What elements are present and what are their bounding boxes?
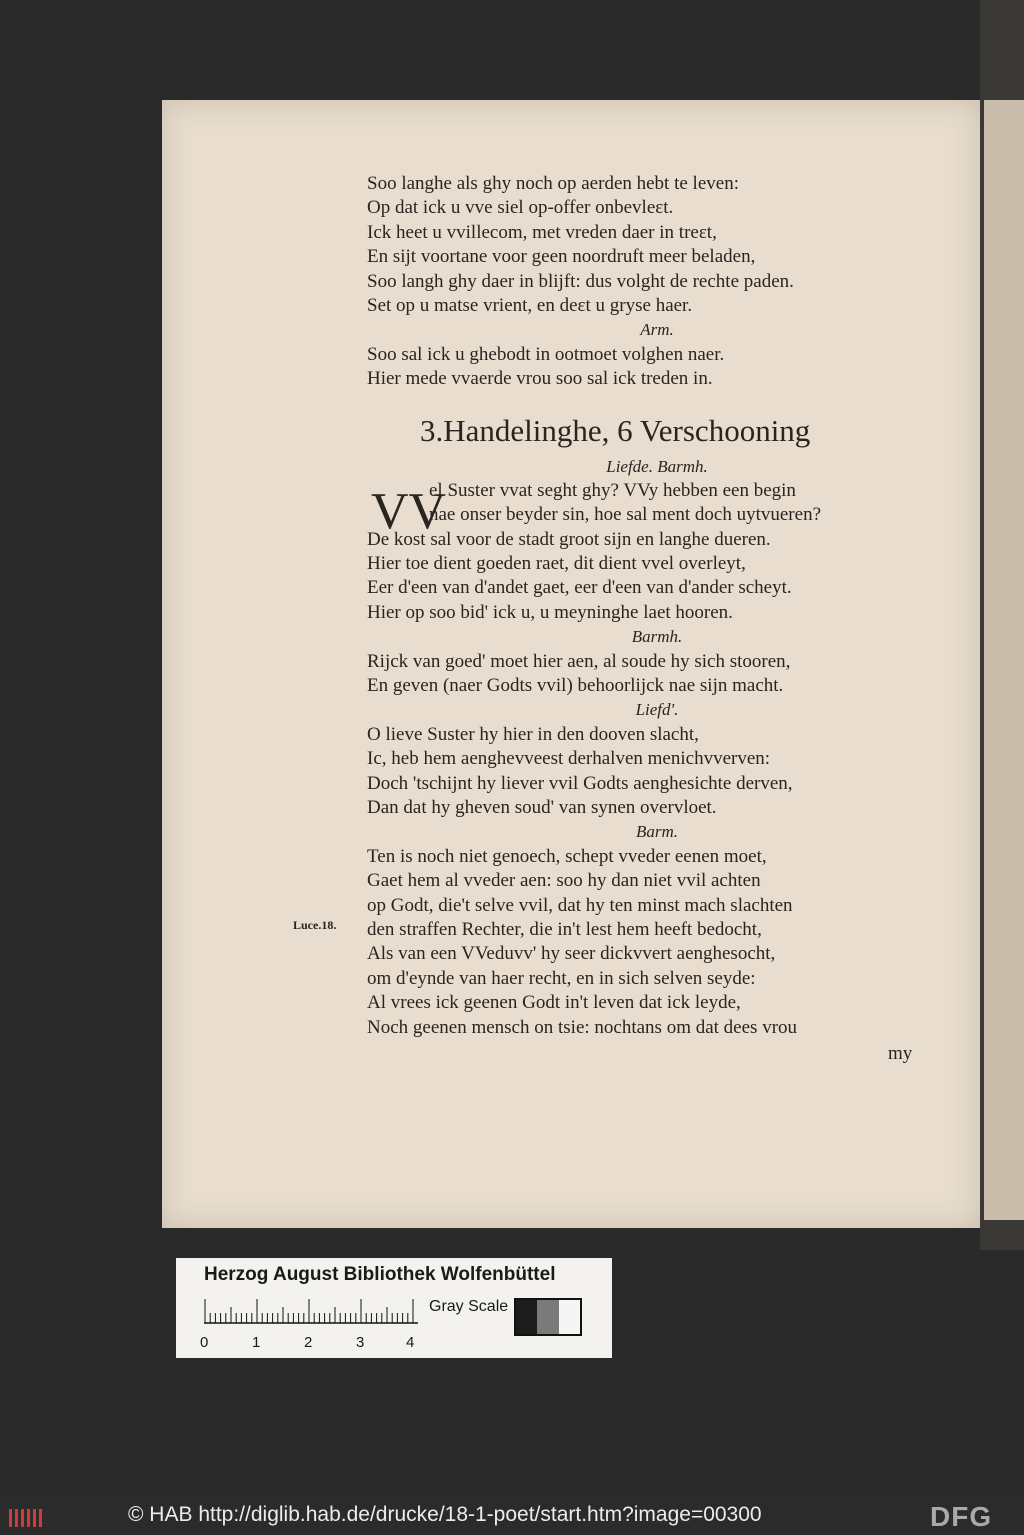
viewer-footer — [0, 1497, 1024, 1535]
hab-logo-icon — [8, 1507, 44, 1529]
speaker-label: Liefd'. — [635, 700, 679, 720]
text-line: nae onser beyder sin, hoe sal ment doch uytvueren? — [429, 504, 822, 526]
ruler-number: 3 — [356, 1334, 365, 1351]
text-line: De kost sal voor de stadt groot sijn en langhe dueren. — [367, 528, 771, 550]
margin-note: Luce.18. — [293, 918, 337, 932]
text-line: Dan dat hy gheven soud' van synen overvloet. — [367, 796, 717, 818]
text-line: Hier toe dient goeden raet, dit dient vvel overleyt, — [367, 553, 746, 575]
text-line: om d'eynde van haer recht, en in sich selven seyde: — [367, 967, 756, 989]
page-text — [367, 172, 947, 1040]
ruler-number: 1 — [252, 1334, 261, 1351]
ruler-number: 4 — [406, 1334, 415, 1351]
text-line: Ic, heb hem aenghevveest derhalven menichvverven: — [367, 748, 771, 770]
ruler-number: 2 — [304, 1334, 313, 1351]
text-line: Noch geenen mensch on tsie: nochtans om dat dees vrou — [367, 1016, 798, 1038]
gray-scale-label: Gray Scale — [429, 1298, 509, 1315]
text-line: Set op u matse vrient, en deɛt u gryse haer. — [367, 294, 693, 316]
text-line: op Godt, die't selve vvil, dat hy ten minst mach slachten — [367, 894, 793, 916]
text-line: el Suster vvat seght ghy? VVy hebben een begin — [429, 479, 796, 501]
speaker-label: Barm. — [635, 822, 679, 842]
copyright-link[interactable]: © HAB http://diglib.hab.de/drucke/18-1-poet/start.htm?image=00300 — [128, 1503, 762, 1526]
text-line: Eer d'een van d'andet gaet, eer d'een van d'ander scheyt. — [367, 577, 792, 599]
text-line: Doch 'tschijnt hy liever vvil Godts aenghesichte derven, — [367, 772, 793, 794]
dfg-logo: DFG — [930, 1501, 993, 1532]
text-line: Hier op soo bid' ick u, u meyninghe laet hooren. — [367, 601, 733, 623]
text-line: En sijt voortane voor geen noordruft meer beladen, — [367, 246, 756, 268]
speaker-label: Arm. — [640, 320, 674, 340]
color-reference-card — [176, 1258, 612, 1358]
speaker-label: Liefde. Barmh. — [606, 456, 708, 476]
drop-initial: VV — [371, 483, 447, 540]
text-line: Al vrees ick geenen Godt in't leven dat ick leyde, — [367, 992, 741, 1014]
speaker-label: Barmh. — [631, 627, 683, 647]
text-line: O lieve Suster hy hier in den dooven slacht, — [367, 723, 699, 745]
facing-page-paper — [984, 100, 1024, 1220]
text-line: Soo langhe als ghy noch op aerden hebt te leven: — [367, 173, 739, 194]
ruler-number: 0 — [200, 1334, 209, 1351]
text-line: Hier mede vvaerde vrou soo sal ick treden in. — [367, 368, 713, 390]
text-line: Op dat ick u vve siel op-offer onbevleɛt. — [367, 197, 674, 219]
gray-scale-swatch — [514, 1298, 582, 1336]
text-line: den straffen Rechter, die in't lest hem heeft bedocht, — [367, 918, 762, 940]
ruler-icon — [204, 1298, 418, 1324]
text-line: Soo langh ghy daer in blijft: dus volght de rechte paden. — [367, 270, 794, 292]
text-line: Gaet hem al vveder aen: soo hy dan niet vvil achten — [367, 870, 761, 892]
section-heading: 3.Handelinghe, 6 Verschooning — [420, 413, 811, 448]
catchword: my — [888, 1043, 913, 1064]
text-line: En geven (naer Godts vvil) behoorlijck nae sijn macht. — [367, 675, 784, 697]
text-line: Soo sal ick u ghebodt in ootmoet volghen naer. — [367, 343, 725, 365]
text-line: Rijck van goed' moet hier aen, al soude hy sich stooren, — [367, 650, 791, 672]
text-line: Ten is noch niet genoech, schept vveder eenen moet, — [367, 845, 767, 867]
library-name: Herzog August Bibliothek Wolfenbüttel — [204, 1264, 556, 1285]
text-line: Als van een VVeduvv' hy seer dickvvert aenghesocht, — [367, 943, 776, 965]
text-line: Ick heet u vvillecom, met vreden daer in treɛt, — [367, 221, 717, 243]
